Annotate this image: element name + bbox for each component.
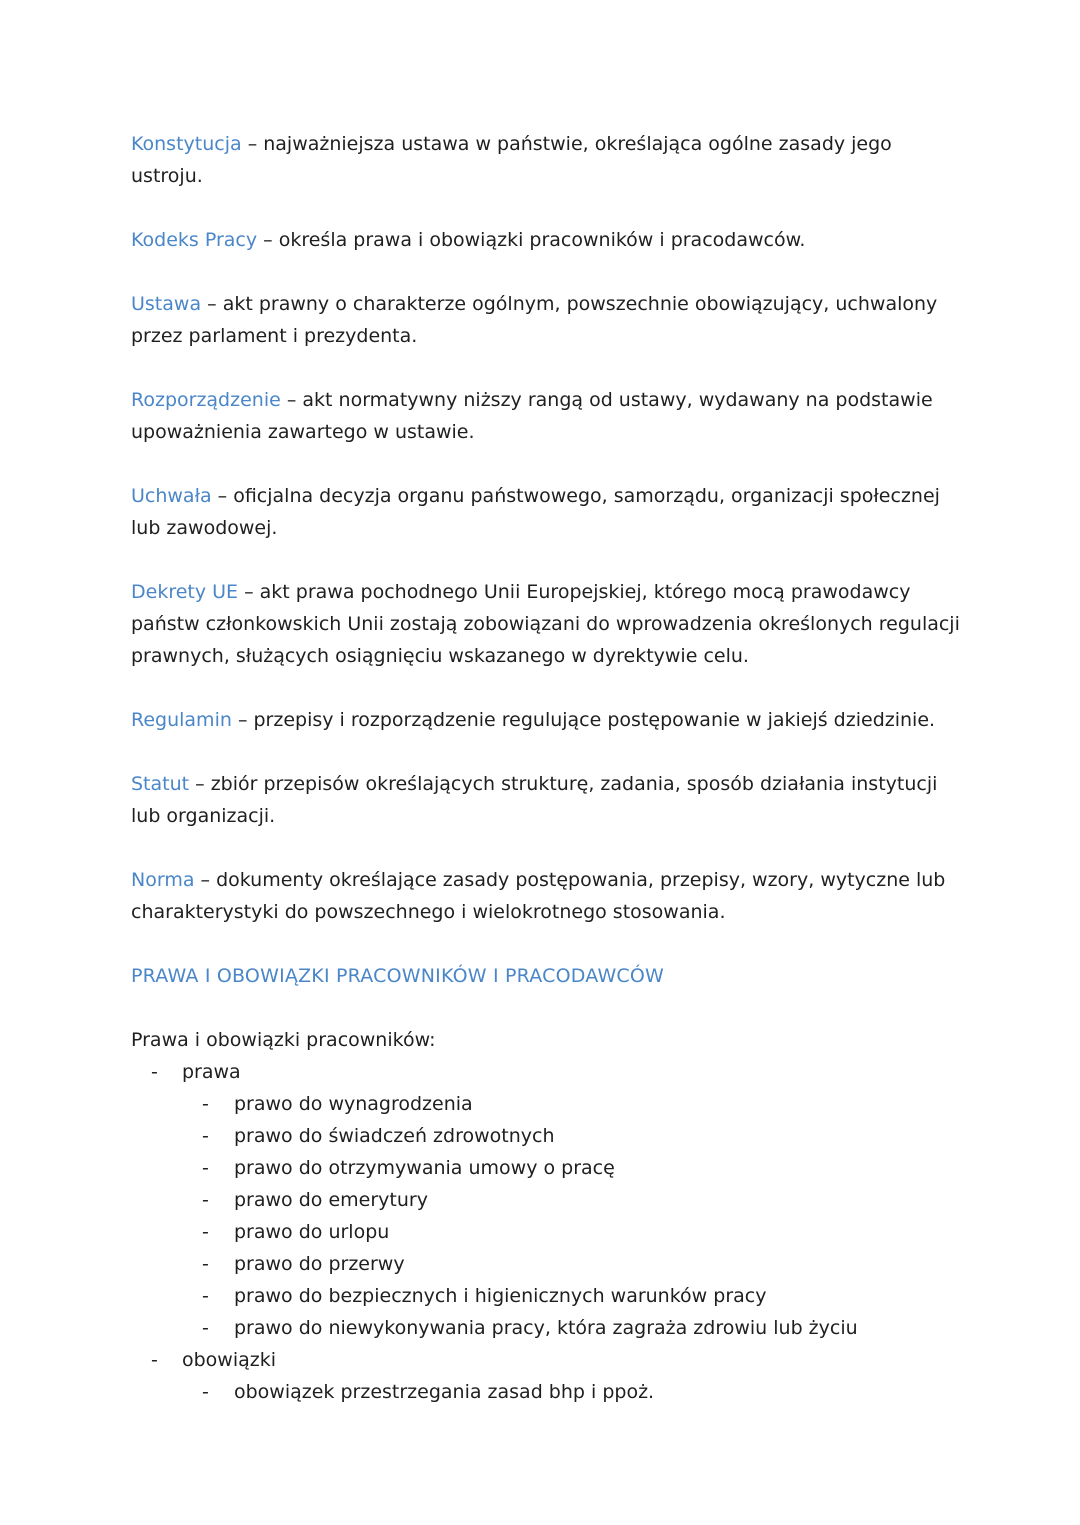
- document-page: [131, 128, 961, 1408]
- bullet-dash: -: [151, 1349, 158, 1371]
- list-item-text: prawo do wynagrodzenia: [234, 1093, 473, 1115]
- definition-term: Statut: [131, 773, 190, 795]
- duties-label: obowiązki: [182, 1349, 277, 1371]
- definition-term: Norma: [131, 869, 195, 891]
- list-item: [182, 1216, 961, 1248]
- definitions-list: [131, 128, 961, 928]
- rights-list: [182, 1088, 961, 1344]
- definition-text: zbiór przepisów określających strukturę, zadania, sposób działania instytucji lub organizacji.: [131, 773, 938, 827]
- definition-term: Rozporządzenie: [131, 389, 281, 411]
- definition-separator: –: [286, 389, 297, 411]
- list-item: [182, 1120, 961, 1152]
- definition-text: przepisy i rozporządzenie regulujące postępowanie w jakiejś dziedzinie.: [253, 709, 936, 731]
- bullet-dash: -: [202, 1253, 209, 1275]
- rights-duties-list: [131, 1056, 961, 1408]
- list-item: [182, 1376, 961, 1408]
- bullet-dash: -: [202, 1157, 209, 1179]
- bullet-dash: -: [151, 1061, 158, 1083]
- rights-label: prawa: [182, 1061, 241, 1083]
- bullet-dash: -: [202, 1285, 209, 1307]
- definition: [131, 864, 961, 928]
- definition-text: najważniejsza ustawa w państwie, określająca ogólne zasady jego ustroju.: [131, 133, 892, 187]
- definition-term: Kodeks Pracy: [131, 229, 258, 251]
- definition-separator: –: [244, 581, 254, 603]
- list-item-text: prawo do otrzymywania umowy o pracę: [234, 1157, 615, 1179]
- definition: [131, 704, 961, 736]
- bullet-dash: -: [202, 1221, 209, 1243]
- definition-separator: –: [195, 773, 205, 795]
- definition: [131, 384, 961, 448]
- definition-text: akt normatywny niższy rangą od ustawy, wydawany na podstawie upoważnienia zawartego w ustawie.: [131, 389, 933, 443]
- definition-separator: –: [200, 869, 211, 891]
- list-item: [182, 1280, 961, 1312]
- list-item: [182, 1248, 961, 1280]
- definition: [131, 576, 961, 672]
- list-item-text: prawo do emerytury: [234, 1189, 428, 1211]
- definition-text: akt prawa pochodnego Unii Europejskiej, którego mocą prawodawcy państw członkowskich Unii zostają zobowiązani do wprowadzenia określonych regulacji prawnych, służących osiągnięciu wskazanego w dyrektywie celu.: [131, 581, 960, 667]
- bullet-dash: -: [202, 1093, 209, 1115]
- definition: [131, 128, 961, 192]
- bullet-dash: -: [202, 1317, 209, 1339]
- bullet-dash: -: [202, 1381, 209, 1403]
- list-item-text: prawo do świadczeń zdrowotnych: [234, 1125, 555, 1147]
- definition: [131, 480, 961, 544]
- bullet-dash: -: [202, 1189, 209, 1211]
- definition-term: Regulamin: [131, 709, 232, 731]
- definition-text: oficjalna decyzja organu państwowego, samorządu, organizacji społecznej lub zawodowej.: [131, 485, 940, 539]
- definition-text: dokumenty określające zasady postępowania, przepisy, wzory, wytyczne lub charakterystyki do powszechnego i wielokrotnego stosowania.: [131, 869, 946, 923]
- list-item: [182, 1152, 961, 1184]
- list-item: [182, 1184, 961, 1216]
- list-item-text: obowiązek przestrzegania zasad bhp i ppoż.: [234, 1381, 655, 1403]
- definition-term: Uchwała: [131, 485, 212, 507]
- definition-text: określa prawa i obowiązki pracowników i pracodawców.: [278, 229, 806, 251]
- definition: [131, 224, 961, 256]
- definition-separator: –: [207, 293, 217, 315]
- list-item-text: prawo do przerwy: [234, 1253, 405, 1275]
- list-item: [182, 1088, 961, 1120]
- duties-group: [131, 1344, 961, 1408]
- definition: [131, 768, 961, 832]
- definition-separator: –: [247, 133, 258, 155]
- bullet-dash: -: [202, 1125, 209, 1147]
- definition-separator: –: [237, 709, 248, 731]
- rights-group: [131, 1056, 961, 1344]
- list-item-text: prawo do bezpiecznych i higienicznych warunków pracy: [234, 1285, 767, 1307]
- employee-heading: Prawa i obowiązki pracowników:: [131, 1029, 436, 1051]
- definition-separator: –: [263, 229, 273, 251]
- list-item-text: prawo do urlopu: [234, 1221, 390, 1243]
- definition-separator: –: [217, 485, 228, 507]
- duties-list: [182, 1376, 961, 1408]
- list-item-text: prawo do niewykonywania pracy, która zagraża zdrowiu lub życiu: [234, 1317, 858, 1339]
- definition-term: Konstytucja: [131, 133, 242, 155]
- definition-term: Dekrety UE: [131, 581, 239, 603]
- list-item: [182, 1312, 961, 1344]
- section-heading: PRAWA I OBOWIĄZKI PRACOWNIKÓW I PRACODAWCÓW: [131, 965, 665, 987]
- definition: [131, 288, 961, 352]
- definition-term: Ustawa: [131, 293, 202, 315]
- definition-text: akt prawny o charakterze ogólnym, powszechnie obowiązujący, uchwalony przez parlament i prezydenta.: [131, 293, 938, 347]
